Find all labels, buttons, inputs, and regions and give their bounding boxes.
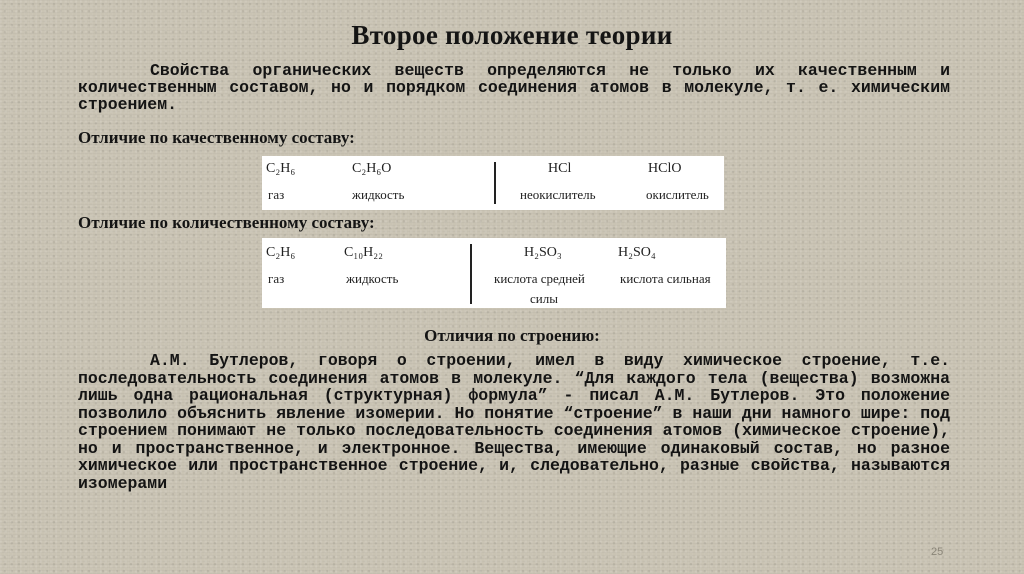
heading-qualitative: Отличие по качественному составу:: [78, 128, 355, 147]
label-oxidizer: окислитель: [646, 187, 709, 202]
paragraph-definition-text: Свойства органических веществ определяются не только их качественным и количественным составом, но и порядком соединения атомов в молекуле, т. е. химическим строением.: [78, 61, 950, 114]
slide-title: Второе положение теории: [351, 20, 673, 50]
label-liquid: жидкость: [352, 187, 405, 202]
table-divider: [494, 162, 496, 204]
quantitative-composition-table: [262, 238, 726, 308]
qualitative-composition-table: [262, 156, 724, 210]
formula-ethane: C₂H₆: [266, 161, 296, 176]
page-number: 25: [931, 546, 944, 558]
label-non-oxidizer: неокислитель: [520, 187, 596, 202]
heading-structure: Отличия по строению:: [424, 326, 600, 345]
label-medium-acid-cont: силы: [530, 291, 558, 306]
label-liquid: жидкость: [346, 271, 399, 286]
formula-decane: C₁₀H₂₂: [344, 245, 383, 260]
formula-hcl: HCl: [548, 161, 572, 176]
formula-ethane: C₂H₆: [266, 245, 296, 260]
label-gas: газ: [268, 187, 285, 202]
label-strong-acid: кислота сильная: [620, 271, 711, 286]
formula-sulfurous-acid: H₂SO₃: [524, 245, 562, 260]
paragraph-butlerov-text: А.М. Бутлеров, говоря о строении, имел в виду химическое строение, т.е. последовательность соединения атомов в молекуле. “Для каждого тела (вещества) возможна лишь одна рациональная (структурная) формула” - писал А.М. Бутлеров. Это положение позволило объяснить явление изомерии. Но понятие “строение” в наши дни намного шире: под строением понимают не только последовательность соединения атомов (химическое строение), но и пространственное, и электронное. Вещества, имеющие одинаковый состав, но разное химическое или пространственное строение, и, следовательно, разные свойства, называются изомерами: [78, 351, 950, 493]
formula-ethanol: C₂H₆O: [352, 161, 392, 176]
formula-hclo: HClO: [648, 161, 682, 176]
label-medium-acid: кислота средней: [494, 271, 585, 286]
table-divider: [470, 244, 472, 304]
paragraph-butlerov: [78, 352, 950, 492]
heading-quantitative: Отличие по количественному составу:: [78, 213, 375, 232]
paragraph-definition: [78, 62, 950, 113]
label-gas: газ: [268, 271, 285, 286]
formula-sulfuric-acid: H₂SO₄: [618, 245, 656, 260]
